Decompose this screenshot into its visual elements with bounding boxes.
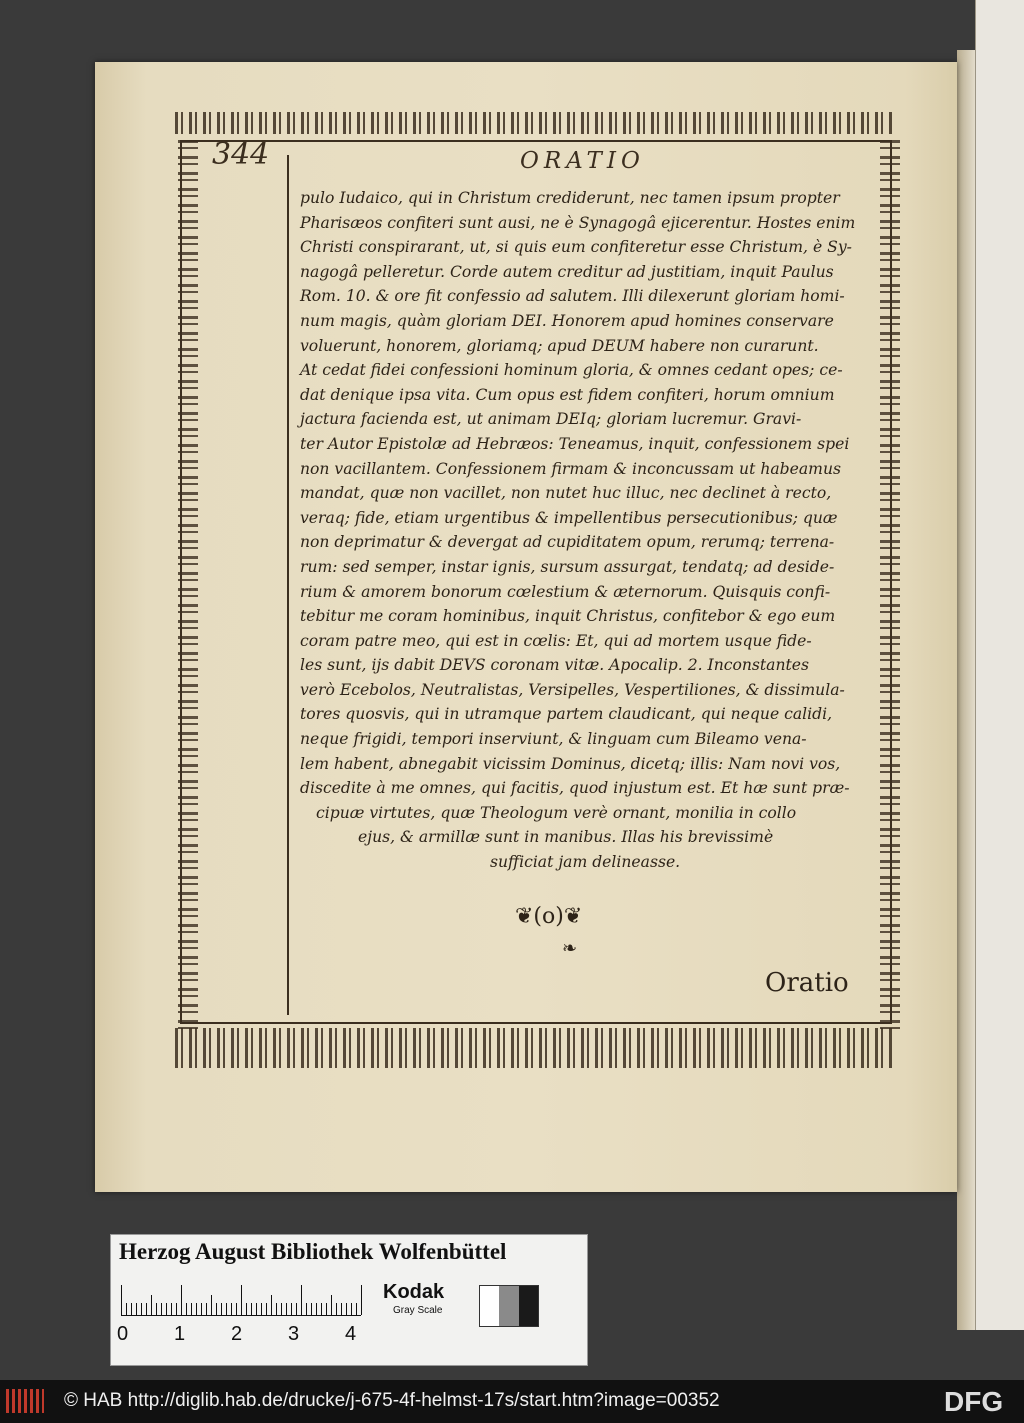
ruler-tick bbox=[126, 1303, 127, 1315]
ruler-tick bbox=[191, 1303, 192, 1315]
ruler-tick bbox=[281, 1303, 282, 1315]
ruler-tick bbox=[136, 1303, 137, 1315]
ruler-number: 4 bbox=[345, 1323, 357, 1345]
gray-swatch bbox=[480, 1286, 499, 1326]
library-name: Herzog August Bibliothek Wolfenbüttel bbox=[119, 1239, 507, 1264]
ruler-tick bbox=[171, 1303, 172, 1315]
ruler-tick bbox=[301, 1285, 302, 1315]
ruler-tick bbox=[181, 1285, 182, 1315]
closing-line: ejus, & armillæ sunt in manibus. Illas his brevissimè bbox=[358, 828, 774, 847]
closing-line: sufficiat jam delineasse. bbox=[490, 853, 681, 872]
text-line: les sunt, ijs dabit DEVS coronam vitæ. Apocalip. 2. Inconstantes bbox=[300, 656, 810, 675]
ruler-tick bbox=[291, 1303, 292, 1315]
text-line: dat denique ipsa vita. Cum opus est fidem confiteri, horum omnium bbox=[300, 385, 835, 404]
gray-swatch bbox=[499, 1286, 518, 1326]
text-line: non deprimatur & devergat ad cupiditatem opum, rerumq; terrena- bbox=[300, 533, 835, 552]
text-line: discedite à me omnes, qui facitis, quod injustum est. Et hæ sunt præ- bbox=[300, 779, 850, 798]
text-line: cipuæ virtutes, quæ Theologum verè ornant, monilia in collo bbox=[316, 803, 797, 822]
ruler-tick bbox=[211, 1295, 212, 1315]
text-line: jactura facienda est, ut animam DEIq; gloriam lucremur. Gravi- bbox=[300, 410, 802, 429]
ruler-tick bbox=[306, 1303, 307, 1315]
gray-scale-swatches bbox=[479, 1285, 539, 1327]
kodak-logo: Kodak bbox=[383, 1281, 445, 1303]
text-line: tebitur me coram hominibus, inquit Christus, confitebor & ego eum bbox=[300, 607, 836, 626]
ruler-number: 3 bbox=[288, 1323, 300, 1345]
bottom-ornament-border bbox=[175, 1028, 893, 1068]
dfg-logo: DFG bbox=[944, 1386, 1004, 1417]
text-line: Christi conspirarant, ut, si quis eum confiteretur esse Christum, è Sy- bbox=[300, 238, 852, 257]
ruler-number: 0 bbox=[117, 1323, 129, 1345]
text-line: ter Autor Epistolæ ad Hebræos: Teneamus, inquit, confessionem spei bbox=[300, 434, 850, 453]
ruler-tick bbox=[151, 1295, 152, 1315]
text-line: neque frigidi, tempori inserviunt, & linguam cum Bileamo vena- bbox=[300, 730, 807, 749]
ruler-tick bbox=[296, 1303, 297, 1315]
ruler-tick bbox=[236, 1303, 237, 1315]
text-line: At cedat fidei confessioni hominum gloria, & omnes cedant opes; ce- bbox=[300, 361, 843, 380]
ruler-tick bbox=[326, 1303, 327, 1315]
scale-ruler bbox=[121, 1285, 361, 1316]
running-head: ORATIO bbox=[520, 148, 645, 174]
gray-swatch bbox=[519, 1286, 538, 1326]
library-label-card bbox=[110, 1234, 588, 1366]
fleuron-ornament-small: ❧ bbox=[562, 938, 578, 959]
ruler-tick bbox=[241, 1285, 242, 1315]
ruler-tick bbox=[201, 1303, 202, 1315]
ruler-tick bbox=[246, 1303, 247, 1315]
adjacent-page-strip bbox=[975, 0, 1024, 1330]
gray-scale-label: Gray Scale bbox=[393, 1305, 443, 1316]
ruler-tick bbox=[346, 1303, 347, 1315]
copyright-url[interactable]: © HAB http://diglib.hab.de/drucke/j-675-4f-helmst-17s/start.htm?image=00352 bbox=[64, 1390, 720, 1411]
text-line: Rom. 10. & ore fit confessio ad salutem. Illi dilexerunt gloriam homi- bbox=[300, 287, 845, 306]
ruler-tick bbox=[166, 1303, 167, 1315]
ruler-tick bbox=[336, 1303, 337, 1315]
ruler-tick bbox=[356, 1303, 357, 1315]
top-ornament-border bbox=[175, 112, 893, 134]
fleuron-ornament: ❦(o)❦ bbox=[515, 904, 583, 929]
ruler-tick bbox=[221, 1303, 222, 1315]
ruler-tick bbox=[206, 1303, 207, 1315]
text-line: tores quosvis, qui in utramque partem claudicant, qui neque calidi, bbox=[300, 705, 833, 724]
ruler-tick bbox=[321, 1303, 322, 1315]
text-line: num magis, quàm gloriam DEI. Honorem apud homines conservare bbox=[300, 311, 834, 330]
page-number: 344 bbox=[212, 137, 270, 172]
ruler-number: 2 bbox=[231, 1323, 243, 1345]
text-line: nagogâ pelleretur. Corde autem creditur ad justitiam, inquit Paulus bbox=[300, 262, 834, 281]
text-line: rum: sed semper, instar ignis, sursum assurgat, tendatq; ad deside- bbox=[300, 557, 835, 576]
ruler-tick bbox=[196, 1303, 197, 1315]
ruler-tick bbox=[156, 1303, 157, 1315]
margin-rule bbox=[287, 155, 289, 1015]
ruler-tick bbox=[131, 1303, 132, 1315]
ruler-tick bbox=[176, 1303, 177, 1315]
body-text bbox=[300, 186, 878, 875]
ruler-tick bbox=[226, 1303, 227, 1315]
text-line: veraq; fide, etiam urgentibus & impellentibus persecutionibus; quæ bbox=[300, 508, 838, 527]
text-line: lem habent, abnegabit vicissim Dominus, dicetq; illis: Nam novi vos, bbox=[300, 754, 841, 773]
ruler-tick bbox=[266, 1303, 267, 1315]
ruler-tick bbox=[261, 1303, 262, 1315]
ruler-number: 1 bbox=[174, 1323, 186, 1345]
ruler-tick bbox=[341, 1303, 342, 1315]
catchword: Oratio bbox=[765, 968, 849, 998]
ruler-tick bbox=[161, 1303, 162, 1315]
footer-bar bbox=[0, 1380, 1024, 1423]
ruler-tick bbox=[316, 1303, 317, 1315]
ruler-tick bbox=[351, 1303, 352, 1315]
text-line: voluerunt, honorem, gloriamq; apud DEUM habere non curarunt. bbox=[300, 336, 819, 355]
ruler-tick bbox=[361, 1285, 362, 1315]
ruler-tick bbox=[186, 1303, 187, 1315]
ruler-tick bbox=[256, 1303, 257, 1315]
text-line: mandat, quæ non vacillet, non nutet huc illuc, nec declinet à recto, bbox=[300, 484, 832, 503]
text-line: Pharisæos confiteri sunt ausi, ne è Synagogâ ejicerentur. Hostes enim bbox=[300, 213, 856, 232]
text-line: verò Ecebolos, Neutralistas, Versipelles, Vespertiliones, & dissimula- bbox=[300, 680, 845, 699]
ruler-tick bbox=[271, 1295, 272, 1315]
ruler-tick bbox=[216, 1303, 217, 1315]
ruler-tick bbox=[276, 1303, 277, 1315]
ruler-tick bbox=[331, 1295, 332, 1315]
ruler-tick bbox=[231, 1303, 232, 1315]
text-line: non vacillantem. Confessionem firmam & inconcussam ut habeamus bbox=[300, 459, 842, 478]
ruler-tick bbox=[311, 1303, 312, 1315]
text-line: rium & amorem bonorum cœlestium & æternorum. Quisquis confi- bbox=[300, 582, 831, 601]
hab-logo-icon bbox=[6, 1389, 44, 1413]
ruler-tick bbox=[141, 1303, 142, 1315]
ruler-tick bbox=[146, 1303, 147, 1315]
ruler-tick bbox=[286, 1303, 287, 1315]
ruler-tick bbox=[251, 1303, 252, 1315]
text-line: pulo Iudaico, qui in Christum crediderunt, nec tamen ipsum propter bbox=[300, 189, 840, 207]
text-line: coram patre meo, qui est in cœlis: Et, qui ad mortem usque fide- bbox=[300, 631, 812, 650]
ruler-tick bbox=[121, 1285, 122, 1315]
